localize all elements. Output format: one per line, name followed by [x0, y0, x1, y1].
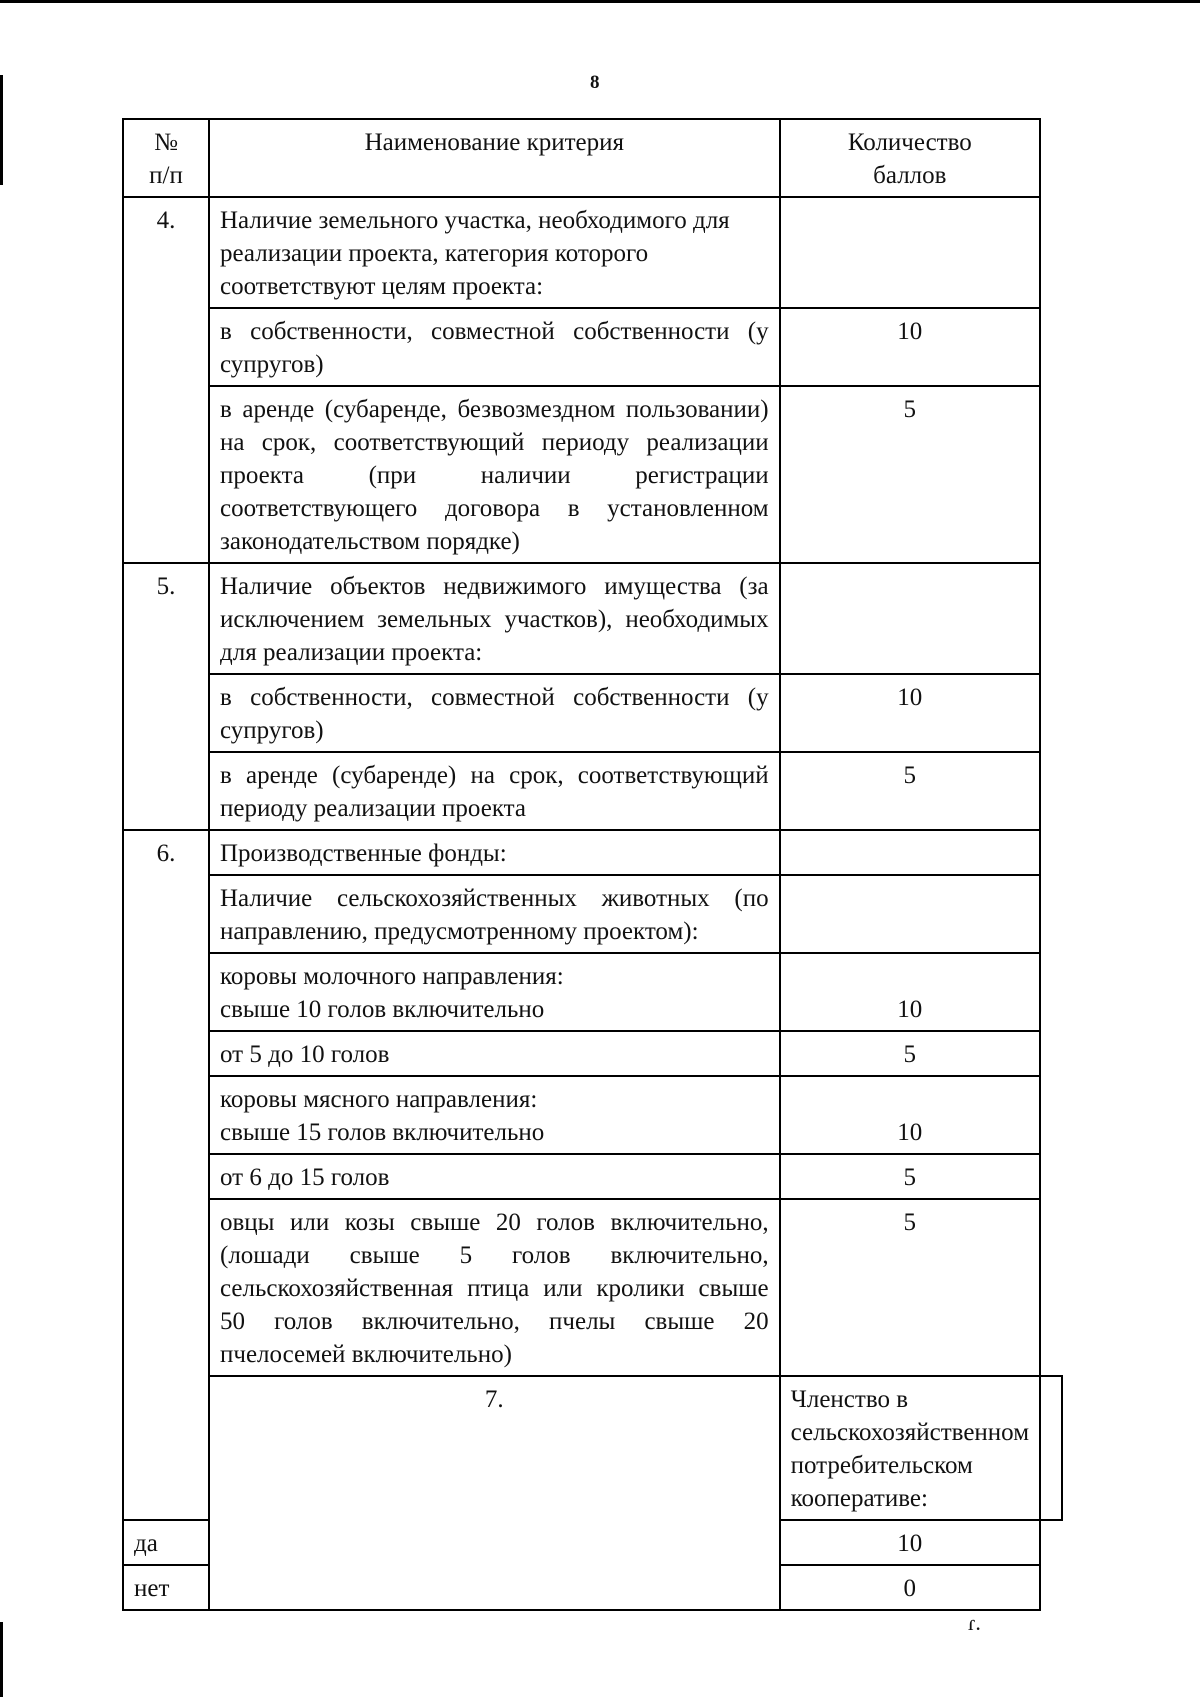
header-number: № п/п — [123, 119, 209, 197]
section-number: 6. — [123, 830, 209, 1520]
header-score: Количество баллов — [780, 119, 1040, 197]
criterion-text: от 6 до 15 голов — [209, 1154, 780, 1199]
criterion-text: свыше 10 голов включительно — [220, 996, 545, 1023]
score-cell: 10 — [780, 1076, 1040, 1154]
criterion-group-heading: коровы молочного направления: — [220, 963, 564, 990]
table-row — [123, 1031, 1062, 1076]
section-title: Производственные фонды: — [209, 830, 780, 875]
criterion-text: свыше 15 голов включительно — [220, 1119, 545, 1146]
section-title: Членство в сельскохозяйственном потребительском кооперативе: — [780, 1376, 1040, 1520]
table-row — [123, 197, 1062, 308]
scan-left-edge-mark — [0, 1622, 3, 1697]
scan-top-border — [0, 0, 1200, 3]
criteria-table — [122, 118, 1063, 1611]
criterion-text: в собственности, совместной собственности (у супругов) — [209, 308, 780, 386]
header-criterion-name: Наименование критерия — [209, 119, 780, 197]
score-cell: 10 — [780, 308, 1040, 386]
section-title: Наличие земельного участка, необходимого для реализации проекта, категория которого соответствуют целям проекта: — [209, 197, 780, 308]
score-cell — [780, 875, 1040, 953]
table-row — [123, 953, 1062, 1031]
table-row — [123, 752, 1062, 830]
score-cell — [780, 830, 1040, 875]
table-row — [123, 875, 1062, 953]
section-number: 4. — [123, 197, 209, 563]
score-cell: 0 — [780, 1565, 1040, 1610]
scan-artifact-mark: ɾ. — [968, 1610, 981, 1635]
table-header-row — [123, 119, 1062, 197]
score-cell: 5 — [780, 386, 1040, 563]
section-title: Наличие объектов недвижимого имущества (за исключением земельных участков), необходимых для реализации проекта: — [209, 563, 780, 674]
score-cell: 10 — [780, 1520, 1040, 1565]
score-cell — [1040, 1376, 1062, 1520]
score-cell: 5 — [780, 1154, 1040, 1199]
table-row — [123, 386, 1062, 563]
table-row — [123, 308, 1062, 386]
criterion-group-cell — [209, 953, 780, 1031]
score-cell: 5 — [780, 1031, 1040, 1076]
table-row — [123, 1376, 1062, 1520]
score-cell — [780, 197, 1040, 308]
criterion-text: от 5 до 10 голов — [209, 1031, 780, 1076]
criterion-text: овцы или козы свыше 20 голов включительно, (лошади свыше 5 голов включительно, сельскохозяйственная птица или кролики свыше 50 голов включительно, пчелы свыше 20 пчелосемей включительно) — [209, 1199, 780, 1376]
page-number: 8 — [590, 72, 600, 93]
table-row — [123, 1199, 1062, 1376]
score-cell: 10 — [780, 674, 1040, 752]
table-row — [123, 1076, 1062, 1154]
score-cell: 10 — [780, 953, 1040, 1031]
table-row — [123, 563, 1062, 674]
criterion-group-cell — [209, 1076, 780, 1154]
criterion-text: да — [123, 1520, 209, 1565]
score-cell: 5 — [780, 752, 1040, 830]
section-number: 5. — [123, 563, 209, 830]
section-subtitle: Наличие сельскохозяйственных животных (по направлению, предусмотренному проектом): — [209, 875, 780, 953]
table-row — [123, 674, 1062, 752]
section-number: 7. — [209, 1376, 780, 1610]
criterion-text: в собственности, совместной собственности (у супругов) — [209, 674, 780, 752]
criterion-text: в аренде (субаренде) на срок, соответствующий периоду реализации проекта — [209, 752, 780, 830]
criterion-text: нет — [123, 1565, 209, 1610]
score-cell — [780, 563, 1040, 674]
scan-left-edge-mark — [0, 75, 3, 185]
table-row — [123, 1154, 1062, 1199]
criterion-text: в аренде (субаренде, безвозмездном пользовании) на срок, соответствующий периоду реализации проекта (при наличии регистрации соответствующего договора в установленном законодательством порядке) — [209, 386, 780, 563]
criterion-group-heading: коровы мясного направления: — [220, 1086, 538, 1113]
table-row — [123, 830, 1062, 875]
score-cell: 5 — [780, 1199, 1040, 1376]
